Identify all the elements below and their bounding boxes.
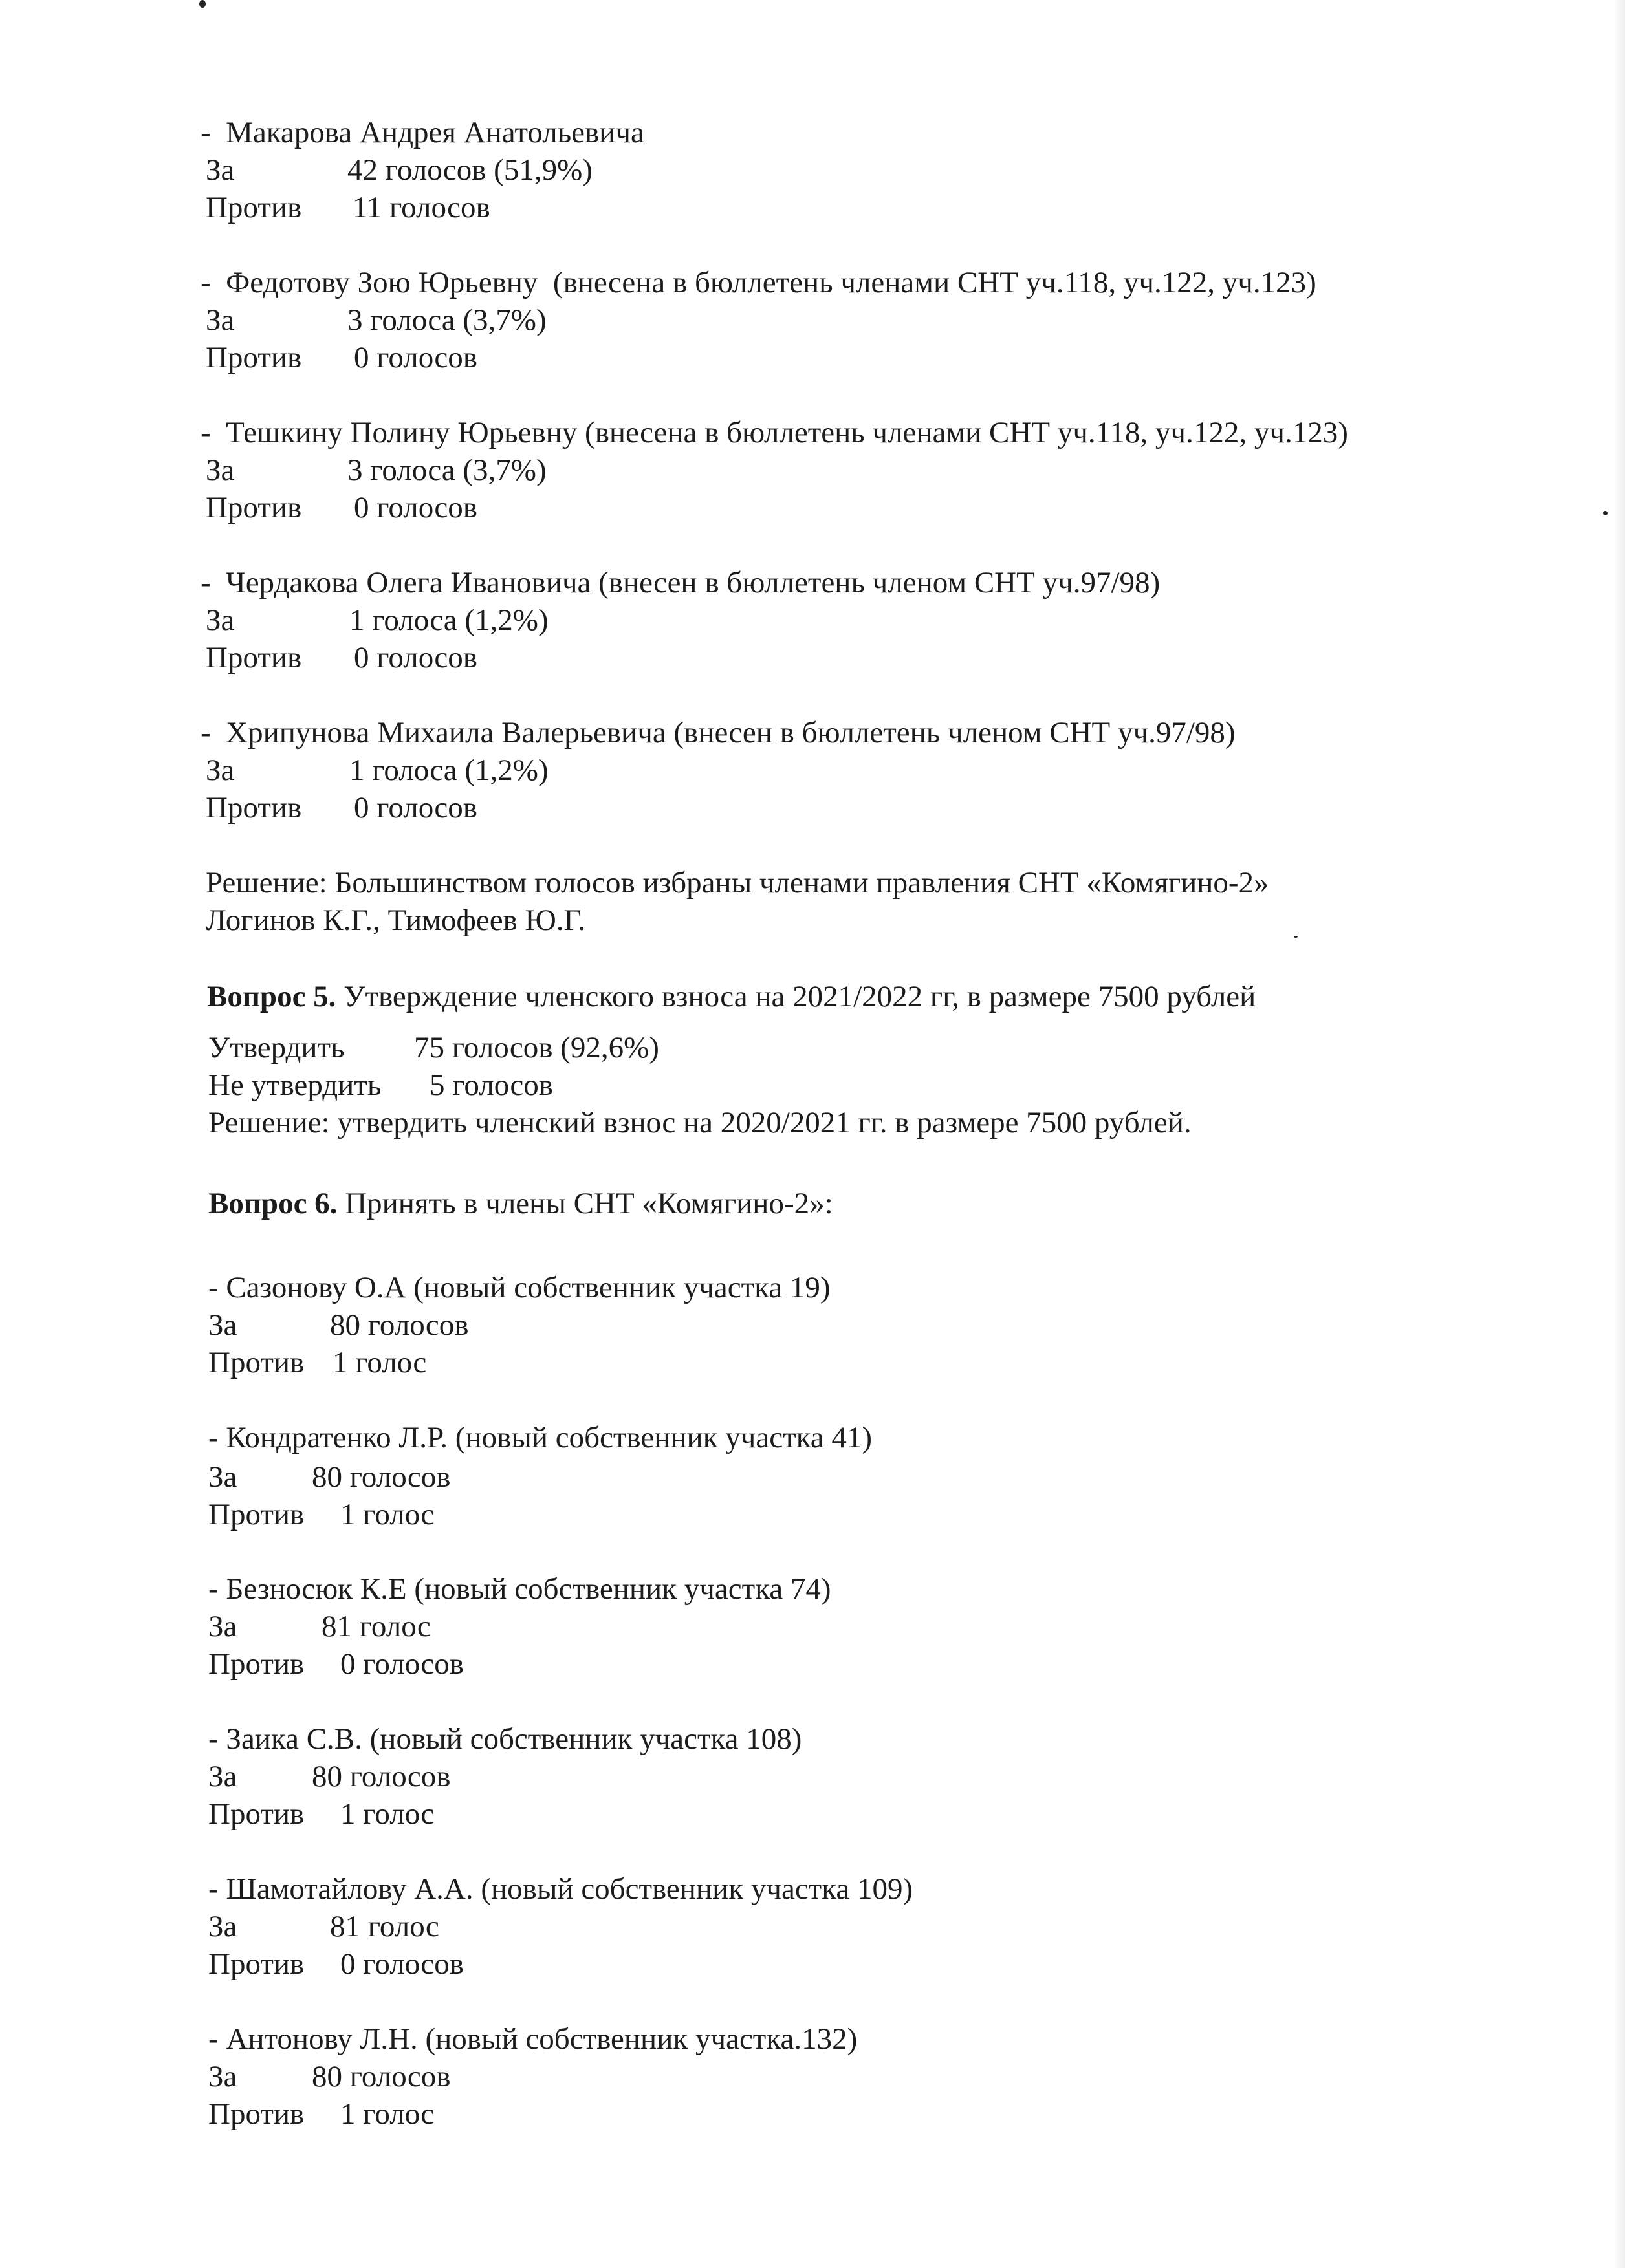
vote-for-value: 1 голоса (1,2%) [349, 753, 549, 787]
vote-against-value: 1 голос [340, 1498, 435, 1531]
vote-for-value: 80 голосов [312, 2060, 451, 2093]
board-decision-line1: Решение: Большинством голосов избраны членами правления СНТ «Комягино-2» [206, 866, 1269, 900]
vote-against-value: 0 голосов [340, 1947, 464, 1981]
vote-for-value: 80 голосов [312, 1460, 451, 1494]
vote-against-label: Против [206, 491, 302, 524]
vote-against-value: 0 голосов [340, 1647, 464, 1681]
vote-against-label: Против [208, 1647, 305, 1681]
vote-against-value: 0 голосов [354, 791, 477, 825]
vote-against-label: Против [206, 341, 302, 374]
vote-for-label: За [206, 753, 235, 787]
reject-label: Не утвердить [208, 1068, 382, 1102]
member-name: - Антонову Л.Н. (новый собственник участка.132) [208, 2022, 858, 2056]
board-decision-line2: Логинов К.Г., Тимофеев Ю.Г. [206, 903, 586, 937]
vote-for-label: За [206, 153, 235, 187]
approve-value: 75 голосов (92,6%) [414, 1031, 659, 1064]
vote-against-label: Против [208, 1797, 305, 1831]
candidate-name: - Хрипунова Михаила Валерьевича (внесен в бюллетень членом СНТ уч.97/98) [201, 716, 1236, 750]
vote-against-label: Против [208, 1498, 305, 1531]
vote-for-value: 81 голос [322, 1610, 431, 1643]
vote-for-value: 3 голоса (3,7%) [347, 303, 547, 337]
vote-against-value: 0 голосов [354, 641, 477, 675]
vote-for-value: 42 голосов (51,9%) [347, 153, 593, 187]
member-name: - Заика С.В. (новый собственник участка 108) [208, 1722, 802, 1756]
vote-for-label: За [208, 1910, 237, 1943]
vote-against-value: 1 голос [340, 1797, 435, 1831]
vote-for-label: За [208, 1760, 237, 1793]
scan-speck [199, 0, 206, 8]
vote-for-value: 3 голоса (3,7%) [347, 453, 547, 487]
question5-number: Вопрос 5. [207, 980, 336, 1013]
vote-for-label: За [208, 1308, 237, 1342]
member-name: - Шамотайлову А.А. (новый собственник участка 109) [208, 1872, 913, 1906]
candidate-name: - Федотову Зою Юрьевну (внесена в бюллетень членами СНТ уч.118, уч.122, уч.123) [201, 266, 1316, 299]
vote-for-label: За [208, 2060, 237, 2093]
approve-label: Утвердить [208, 1031, 345, 1064]
vote-against-value: 0 голосов [354, 491, 477, 524]
question5-text: Утверждение членского взноса на 2021/2022 гг, в размере 7500 рублей [336, 980, 1256, 1013]
vote-for-value: 1 голоса (1,2%) [349, 603, 549, 637]
member-name: - Кондратенко Л.Р. (новый собственник участка 41) [208, 1421, 873, 1454]
scan-speck [1603, 511, 1608, 515]
scan-edge-shadow [1613, 0, 1625, 2268]
vote-for-value: 80 голосов [330, 1308, 469, 1342]
vote-for-label: За [208, 1610, 237, 1643]
question5-decision: Решение: утвердить членский взнос на 2020/2021 гг. в размере 7500 рублей. [208, 1106, 1192, 1139]
vote-against-value: 1 голос [333, 1346, 427, 1379]
question6-text: Принять в члены СНТ «Комягино-2»: [337, 1187, 833, 1220]
vote-for-label: За [206, 603, 235, 637]
vote-for-label: За [208, 1460, 237, 1494]
vote-against-label: Против [206, 791, 302, 825]
vote-against-label: Против [206, 191, 302, 224]
member-name: - Сазонову О.А (новый собственник участка 19) [208, 1271, 831, 1304]
candidate-name: - Макарова Андрея Анатольевича [201, 116, 644, 149]
vote-for-value: 80 голосов [312, 1760, 451, 1793]
vote-against-label: Против [206, 641, 302, 675]
vote-for-label: За [206, 453, 235, 487]
candidate-name: - Тешкину Полину Юрьевну (внесена в бюллетень членами СНТ уч.118, уч.122, уч.123) [201, 416, 1348, 449]
reject-value: 5 голосов [430, 1068, 553, 1102]
member-name: - Безносюк К.Е (новый собственник участка 74) [208, 1572, 831, 1606]
vote-for-label: За [206, 303, 235, 337]
scan-speck [1294, 936, 1298, 938]
vote-against-label: Против [208, 1346, 305, 1379]
vote-for-value: 81 голос [330, 1910, 439, 1943]
question5-heading [207, 978, 1256, 1015]
vote-against-value: 1 голос [340, 2097, 435, 2131]
vote-against-value: 0 голосов [354, 341, 477, 374]
vote-against-value: 11 голосов [353, 191, 490, 224]
vote-against-label: Против [208, 1947, 305, 1981]
question6-heading [208, 1185, 833, 1222]
question6-number: Вопрос 6. [208, 1187, 338, 1220]
candidate-name: - Чердакова Олега Ивановича (внесен в бюллетень членом СНТ уч.97/98) [201, 566, 1161, 599]
vote-against-label: Против [208, 2097, 305, 2131]
